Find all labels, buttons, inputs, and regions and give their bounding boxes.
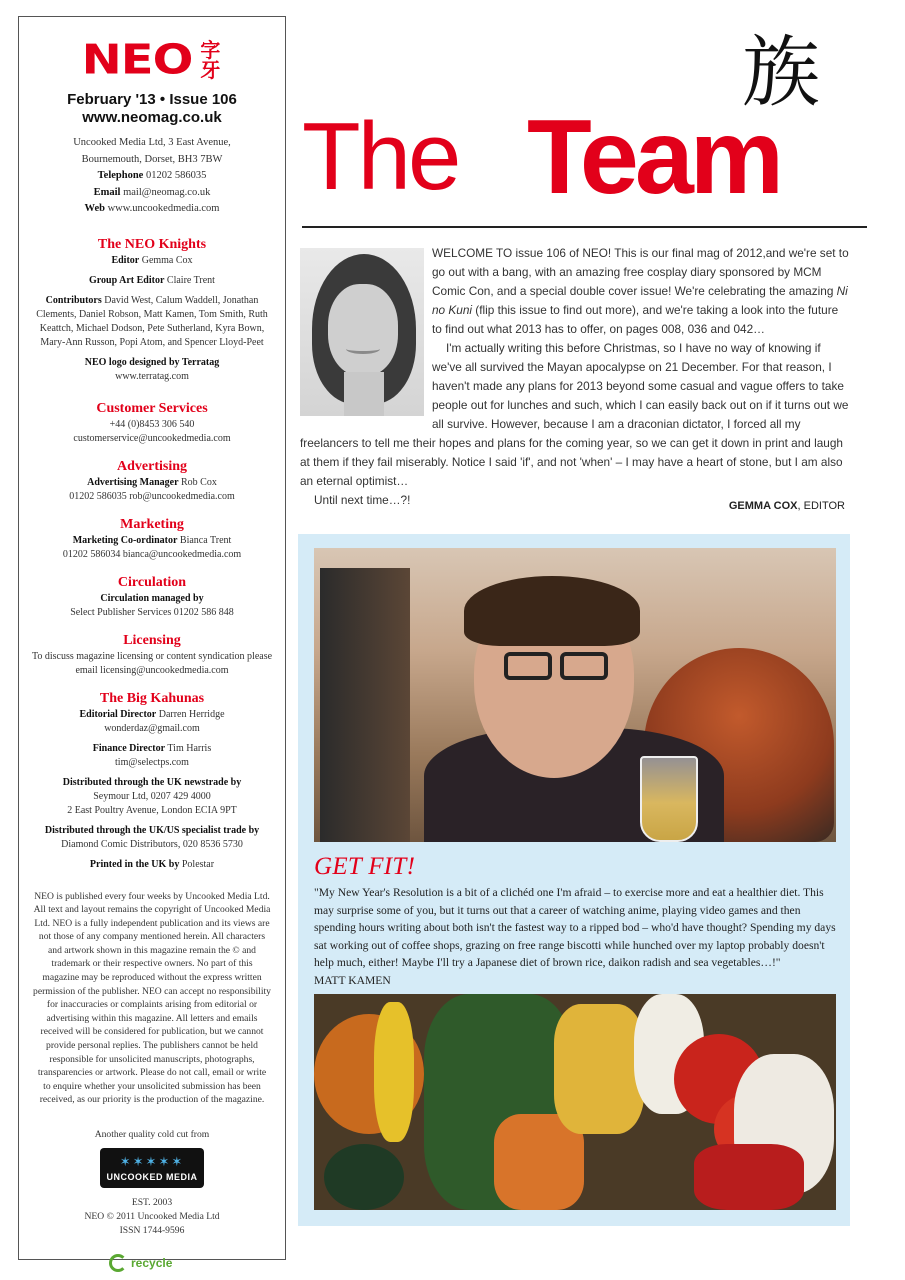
issue-line: February '13 • Issue 106 bbox=[67, 91, 237, 108]
customer-heading: Customer Services bbox=[96, 400, 208, 416]
contributors-line: Contributors David West, Calum Waddell, Jonathan Clements, Daniel Robson, Matt Kamen, Tom Smith, Ruth Keattch, Michael Dodson, Pete Sutherland, Kyra Bown, Mary-Ann Russon, Popi Atom, and Spencer Lloyd-Peet bbox=[36, 294, 268, 348]
editorial-text bbox=[300, 244, 850, 510]
address-line-1: Uncooked Media Ltd, 3 East Avenue, bbox=[73, 137, 231, 148]
advertising-heading: Advertising bbox=[117, 458, 187, 474]
resolution-panel bbox=[298, 534, 850, 1226]
art-editor-line: Group Art Editor Claire Trent bbox=[89, 274, 215, 286]
logo-kanji: 字牙 bbox=[200, 38, 221, 82]
knights-heading: The NEO Knights bbox=[97, 236, 207, 252]
editorial-paragraph-1: WELCOME TO issue 106 of NEO! This is our final mag of 2012,and we're set to go out with a bang, with an amazing free cosplay diary sponsored by MCM Comic Con, and a special double cover issue! We're celebrating the amazing Ni no Kuni (flip this issue to find out more), and we're taking a look into the future to find out what 2013 has to offer, on pages 008, 036 and 042… bbox=[432, 246, 849, 336]
kahunas-block: Editorial Director Darren Herridge wonderdaz@gmail.com Finance Director Tim Harris tim@selectps.com Distributed through the UK newstrade by Seymour Ltd, 0207 429 4000 2 East Poultry Avenue, London ECIA 9PT Distributed through the UK/US specialist trade by Diamond Comic Distributors, 020 8536 5730 Printed in the UK by Polestar bbox=[44, 708, 260, 870]
kahunas-heading: The Big Kahunas bbox=[99, 690, 205, 706]
circulation-heading: Circulation bbox=[117, 574, 187, 590]
quote-author: MATT KAMEN bbox=[314, 973, 391, 987]
web-line: Web www.uncookedmedia.com bbox=[84, 203, 220, 214]
editorial-paragraph-2: I'm actually writing this before Christmas, so I have no way of knowing if we've all survived the Mayan apocalypse on 21 December. For that reason, I haven't made any plans for 2013 beyond some casual and vague offers to take people out for lunches and such, which I can easily back out on if it turns out we all survive. However, because I am a draconian dictator, I forced all my freelancers to tell me their hopes and plans for the coming year, so we can get it down in print and laugh at them if they fail miserably. Notice I said 'if', and not 'when' – I may have a heart of stone, but I am also an eternal optimist… bbox=[300, 341, 849, 488]
marketing-heading: Marketing bbox=[120, 516, 184, 532]
editorial-paragraph-3: Until next time…?! bbox=[314, 493, 411, 507]
get-fit-heading: GET FIT! bbox=[314, 853, 416, 880]
masthead-sidebar bbox=[18, 16, 286, 1270]
stars-icon: ✶✶✶✶✶ bbox=[119, 1153, 185, 1169]
recycle-text: recycle bbox=[131, 1256, 173, 1270]
title-kanji: 族 bbox=[742, 28, 821, 118]
recycle-logo bbox=[109, 1254, 195, 1272]
telephone-line: Telephone 01202 586035 bbox=[97, 170, 207, 181]
circulation-block: Circulation managed by Select Publisher Services 01202 586 848 bbox=[70, 592, 234, 618]
website: www.neomag.co.uk bbox=[82, 109, 222, 126]
uncooked-media-name: UNCOOKED MEDIA bbox=[106, 1171, 198, 1182]
neo-logo bbox=[29, 35, 275, 85]
uncooked-media-logo bbox=[100, 1148, 204, 1188]
publisher-info: EST. 2003 NEO © 2011 Uncooked Media Ltd ISSN 1744-9596 bbox=[84, 1197, 220, 1236]
editor-line: Editor Gemma Cox bbox=[111, 254, 193, 266]
licensing-block: To discuss magazine licensing or content syndication please email licensing@uncookedmedia.com bbox=[31, 650, 273, 676]
uncooked-label: Another quality cold cut from bbox=[94, 1129, 210, 1140]
logo-text: NEO bbox=[81, 36, 193, 84]
resolution-quote: "My New Year's Resolution is a bit of a clichéd one I'm afraid – to exercise more and eat a healthier diet. This may surprise some of you, but it turns out that a career of watching anime, playing video games and then spending hours writing about both isn't the fastest way to a ripped bod – who'd have thought? Spending my days sat working out of coffee shops, grazing on free range biscotti while hunched over my laptop probably doesn't help much, either! Maybe I'll try a Japanese diet of brown rice, daikon radish and sea vegetables…!" MATT KAMEN bbox=[314, 884, 836, 990]
title-team: Team bbox=[527, 98, 781, 216]
marketing-block: Marketing Co-ordinator Bianca Trent 01202 586034 bianca@uncookedmedia.com bbox=[62, 534, 242, 560]
page-title bbox=[302, 98, 867, 222]
address-line-2: Bournemouth, Dorset, BH3 7BW bbox=[81, 153, 223, 165]
recycle-icon bbox=[109, 1254, 127, 1272]
customer-block: +44 (0)8453 306 540 customerservice@uncookedmedia.com bbox=[73, 418, 231, 444]
legal-notice: NEO is published every four weeks by Uncooked Media Ltd. All text and layout remains the copyright of Uncooked Media Ltd. NEO is a fully independent publication and its views are not those of any company mentioned herein. All characters and artwork shown in this magazine remain the © and trademark or their respective owners. No part of this magazine may be reproduced without the express written permission of the publisher. NEO can accept no responsibility for inaccuracies or complaints arising from editorial or advertising within this magazine. All letters and emails received will be considered for publication, but we cannot provide personal replies. The publishers cannot be held responsible for unsolicited manuscripts, photographs, transparencies or artwork. Please do not call, email or write to enquire whether your unsolicited submission has been received, as our priority is the production of the magazine. bbox=[33, 890, 271, 1106]
vegetables-photo bbox=[314, 994, 836, 1210]
title-the: The bbox=[302, 103, 459, 210]
licensing-heading: Licensing bbox=[123, 632, 181, 648]
knights-block bbox=[29, 254, 275, 384]
address-block bbox=[29, 135, 275, 218]
matt-kamen-photo bbox=[314, 548, 836, 842]
title-divider bbox=[302, 226, 867, 228]
logo-design-url: www.terratag.com bbox=[115, 370, 189, 382]
editor-signoff: GEMMA COX, EDITOR bbox=[728, 500, 845, 512]
logo-design-line: NEO logo designed by Terratag bbox=[84, 356, 220, 368]
email-line: Email mail@neomag.co.uk bbox=[93, 186, 211, 198]
advertising-block: Advertising Manager Rob Cox 01202 586035 rob@uncookedmedia.com bbox=[69, 476, 235, 502]
